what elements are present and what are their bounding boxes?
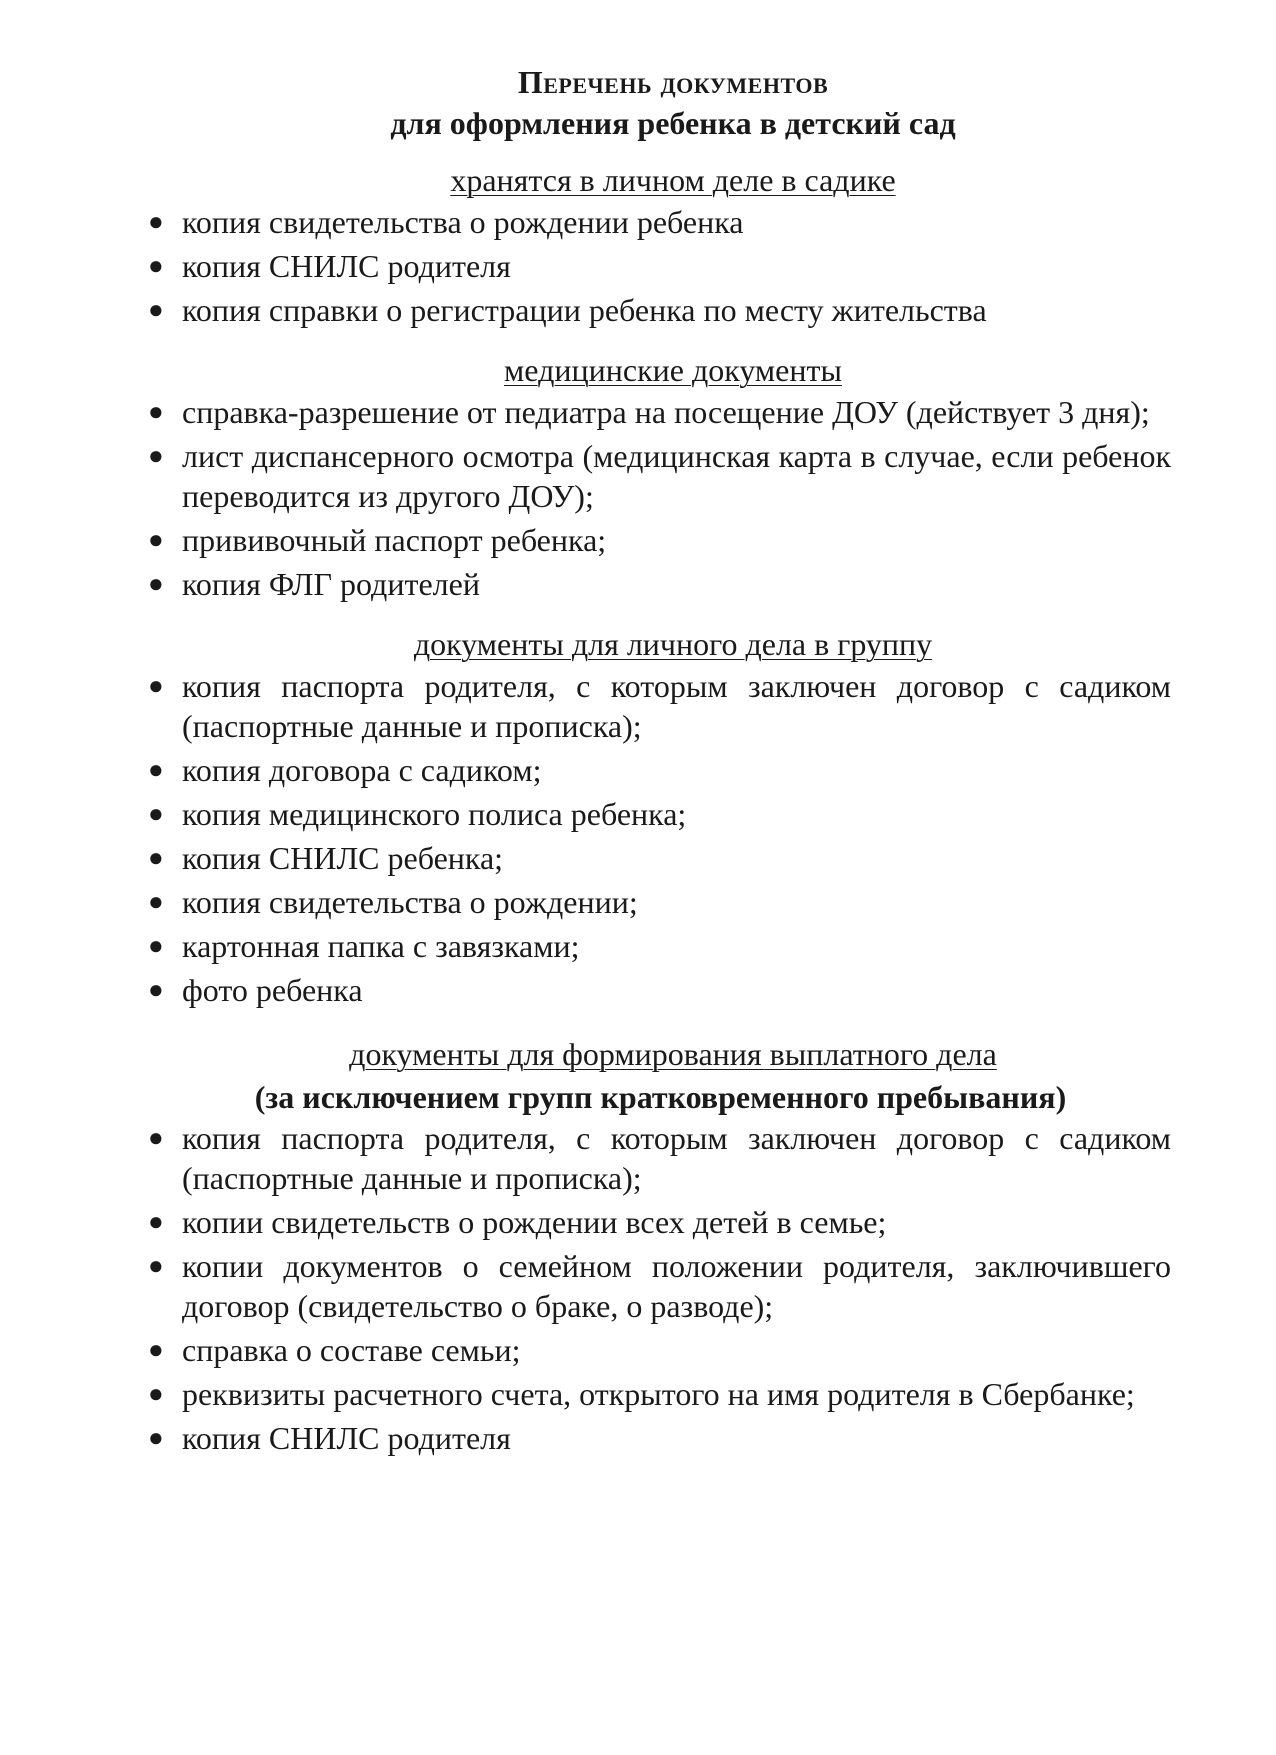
list-item-text: копия СНИЛС ребенка; <box>182 840 504 876</box>
section-personal-file <box>140 160 1171 330</box>
list-item-text: прививочный паспорт ребенка; <box>182 522 607 558</box>
list-item-text: справка-разрешение от педиатра на посещение ДОУ (действует 3 дня); <box>182 394 1150 430</box>
list-item <box>140 246 1171 286</box>
document-list <box>140 202 1171 330</box>
document-list <box>140 392 1171 604</box>
list-item-text: копия справки о регистрации ребенка по месту жительства <box>182 292 987 328</box>
bullet-icon: ● <box>148 251 164 280</box>
list-item <box>140 520 1171 560</box>
list-item-text: справка о составе семьи; <box>182 1332 521 1368</box>
bullet-icon: ● <box>148 887 164 916</box>
list-item <box>140 392 1171 432</box>
list-item-text: копия ФЛГ родителей <box>182 566 480 602</box>
section-group-file <box>140 624 1171 1010</box>
bullet-icon: ● <box>148 1423 164 1452</box>
document-list <box>140 1118 1171 1458</box>
bullet-icon: ● <box>148 441 164 470</box>
section-medical-documents <box>140 350 1171 604</box>
list-item <box>140 794 1171 834</box>
bullet-icon: ● <box>148 1251 164 1280</box>
list-item <box>140 926 1171 966</box>
section-heading: хранятся в личном деле в садике <box>450 162 896 198</box>
list-item-text: копия договора с садиком; <box>182 752 542 788</box>
list-item <box>140 838 1171 878</box>
section-heading: документы для личного дела в группу <box>413 626 933 662</box>
bullet-icon: ● <box>148 671 164 700</box>
list-item <box>140 882 1171 922</box>
list-item-text: копия СНИЛС родителя <box>182 248 511 284</box>
bullet-icon: ● <box>148 975 164 1004</box>
document-title <box>175 62 1171 144</box>
list-item-text: фото ребенка <box>182 972 363 1008</box>
list-item-text: копия медицинского полиса ребенка; <box>182 796 687 832</box>
bullet-icon: ● <box>148 799 164 828</box>
list-item-text: лист диспансерного осмотра (медицинская карта в случае, если ребенок переводится из другого ДОУ); <box>182 438 1171 514</box>
bullet-icon: ● <box>148 755 164 784</box>
title-line-2: для оформления ребенка в детский сад <box>390 105 956 141</box>
section-heading: документы для формирования выплатного дела <box>349 1036 997 1072</box>
bullet-icon: ● <box>148 843 164 872</box>
section-heading: медицинские документы <box>504 352 842 388</box>
bullet-icon: ● <box>148 525 164 554</box>
list-item <box>140 970 1171 1010</box>
bullet-icon: ● <box>148 207 164 236</box>
bullet-icon: ● <box>148 1123 164 1152</box>
bullet-icon: ● <box>148 1207 164 1236</box>
list-item <box>140 436 1171 516</box>
bullet-icon: ● <box>148 1335 164 1364</box>
list-item-text: копии документов о семейном положении родителя, заключившего договор (свидетельство о браке, о разводе); <box>182 1248 1171 1324</box>
bullet-icon: ● <box>148 931 164 960</box>
list-item <box>140 1246 1171 1326</box>
list-item-text: копия паспорта родителя, с которым заключен договор с садиком (паспортные данные и прописка); <box>182 1120 1171 1196</box>
list-item <box>140 1330 1171 1370</box>
bullet-icon: ● <box>148 397 164 426</box>
list-item-text: копия свидетельства о рождении; <box>182 884 638 920</box>
bullet-icon: ● <box>148 569 164 598</box>
document-list <box>140 666 1171 1010</box>
section-subheading: (за исключением групп кратковременного пребывания) <box>254 1079 1067 1115</box>
list-item-text: копии свидетельств о рождении всех детей в семье; <box>182 1204 887 1240</box>
list-item <box>140 1418 1171 1458</box>
list-item <box>140 1118 1171 1198</box>
section-payment-file <box>140 1034 1171 1458</box>
list-item <box>140 290 1171 330</box>
list-item <box>140 666 1171 746</box>
list-item-text: картонная папка с завязками; <box>182 928 580 964</box>
list-item <box>140 750 1171 790</box>
list-item-text: копия свидетельства о рождении ребенка <box>182 204 744 240</box>
list-item-text: копия СНИЛС родителя <box>182 1420 511 1456</box>
list-item <box>140 1374 1171 1414</box>
list-item <box>140 1202 1171 1242</box>
list-item-text: копия паспорта родителя, с которым заключен договор с садиком (паспортные данные и прописка); <box>182 668 1171 744</box>
bullet-icon: ● <box>148 295 164 324</box>
list-item-text: реквизиты расчетного счета, открытого на имя родителя в Сбербанке; <box>182 1376 1135 1412</box>
bullet-icon: ● <box>148 1379 164 1408</box>
list-item <box>140 564 1171 604</box>
list-item <box>140 202 1171 242</box>
title-line-1: Перечень документов <box>517 64 829 100</box>
